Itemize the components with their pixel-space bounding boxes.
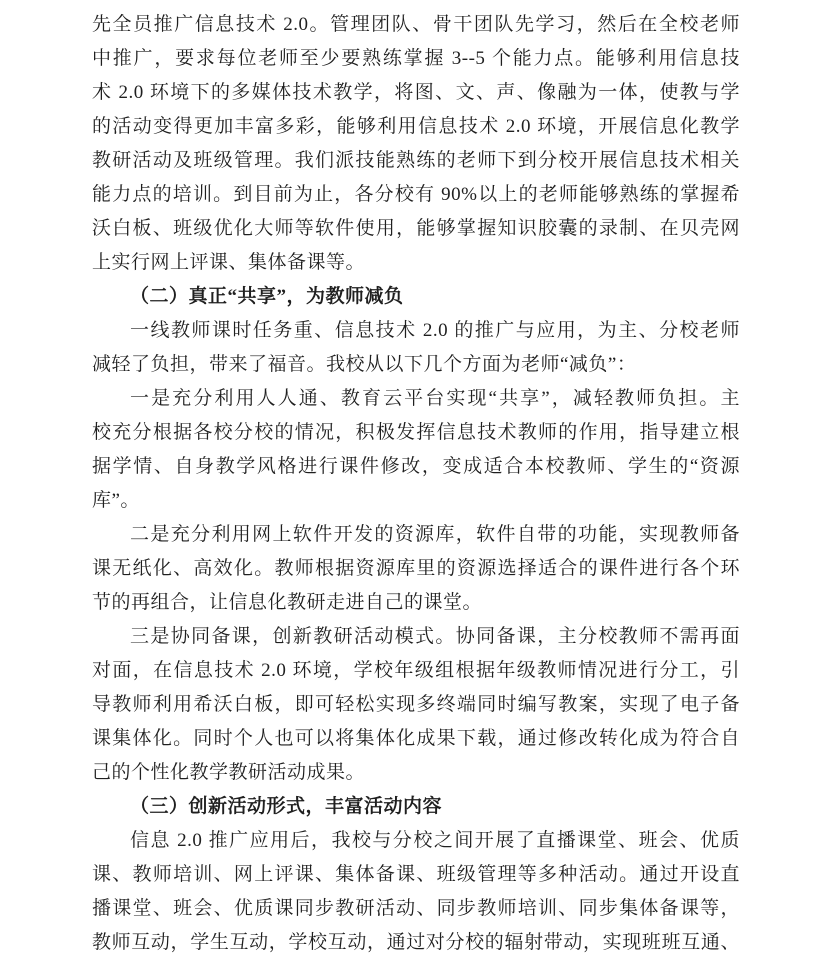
text-line: 教师互动，学生互动，学校互动，通过对分校的辐射带动，实现班班互通、	[92, 932, 740, 953]
paragraph	[92, 620, 740, 790]
text-line: 对面，在信息技术 2.0 环境，学校年级组根据年级教师情况进行分工，引	[92, 660, 740, 681]
text-line: 术 2.0 环境下的多媒体技术教学，将图、文、声、像融为一体，使教与学	[92, 82, 740, 103]
text-line: 课、教师培训、网上评课、集体备课、班级管理等多种活动。通过开设直	[92, 864, 740, 885]
text-line: 能力点的培训。到目前为止，各分校有 90%以上的老师能够熟练的掌握希	[92, 184, 740, 205]
text-line: 减轻了负担，带来了福音。我校从以下几个方面为老师“减负”：	[92, 354, 637, 375]
document-body	[92, 8, 740, 960]
text-line: 库”。	[92, 490, 140, 511]
text-line: 播课堂、班会、优质课同步教研活动、同步教师培训、同步集体备课等，	[92, 898, 740, 919]
text-line: 课集体化。同时个人也可以将集体化成果下载，通过修改转化成为符合自	[92, 728, 740, 749]
text-line: 先全员推广信息技术 2.0。管理团队、骨干团队先学习，然后在全校老师	[92, 14, 740, 35]
text-line: 教研活动及班级管理。我们派技能熟练的老师下到分校开展信息技术相关	[92, 150, 740, 171]
paragraph	[92, 8, 740, 280]
text-line: 据学情、自身教学风格进行课件修改，变成适合本校教师、学生的“资源	[92, 456, 740, 477]
text-line: 三是协同备课，创新教研活动模式。协同备课，主分校教师不需再面	[130, 626, 740, 647]
text-line: 沃白板、班级优化大师等软件使用，能够掌握知识胶囊的录制、在贝壳网	[92, 218, 740, 239]
text-line: 中推广，要求每位老师至少要熟练掌握 3--5 个能力点。能够利用信息技	[92, 48, 740, 69]
paragraph	[92, 314, 740, 382]
text-line: （三）创新活动形式，丰富活动内容	[130, 796, 443, 817]
text-line: 一是充分利用人人通、教育云平台实现“共享”，减轻教师负担。主	[130, 388, 740, 409]
text-line: 的活动变得更加丰富多彩，能够利用信息技术 2.0 环境，开展信息化教学	[92, 116, 740, 137]
text-line: 上实行网上评课、集体备课等。	[92, 252, 366, 273]
text-line: 校充分根据各校分校的情况，积极发挥信息技术教师的作用，指导建立根	[92, 422, 740, 443]
text-line: 导教师利用希沃白板，即可轻松实现多终端同时编写教案，实现了电子备	[92, 694, 740, 715]
text-line: 一线教师课时任务重、信息技术 2.0 的推广与应用，为主、分校老师	[130, 320, 740, 341]
section-heading	[92, 790, 740, 824]
text-line: 节的再组合，让信息化教研走进自己的课堂。	[92, 592, 483, 613]
text-line: 信息 2.0 推广应用后，我校与分校之间开展了直播课堂、班会、优质	[130, 830, 740, 851]
text-line: 二是充分利用网上软件开发的资源库，软件自带的功能，实现教师备	[130, 524, 740, 545]
paragraph	[92, 382, 740, 518]
text-line: 己的个性化教学教研活动成果。	[92, 762, 366, 783]
paragraph	[92, 824, 740, 960]
text-line: 课无纸化、高效化。教师根据资源库里的资源选择适合的课件进行各个环	[92, 558, 740, 579]
paragraph	[92, 518, 740, 620]
section-heading	[92, 280, 740, 314]
text-line: （二）真正“共享”，为教师减负	[130, 286, 404, 307]
